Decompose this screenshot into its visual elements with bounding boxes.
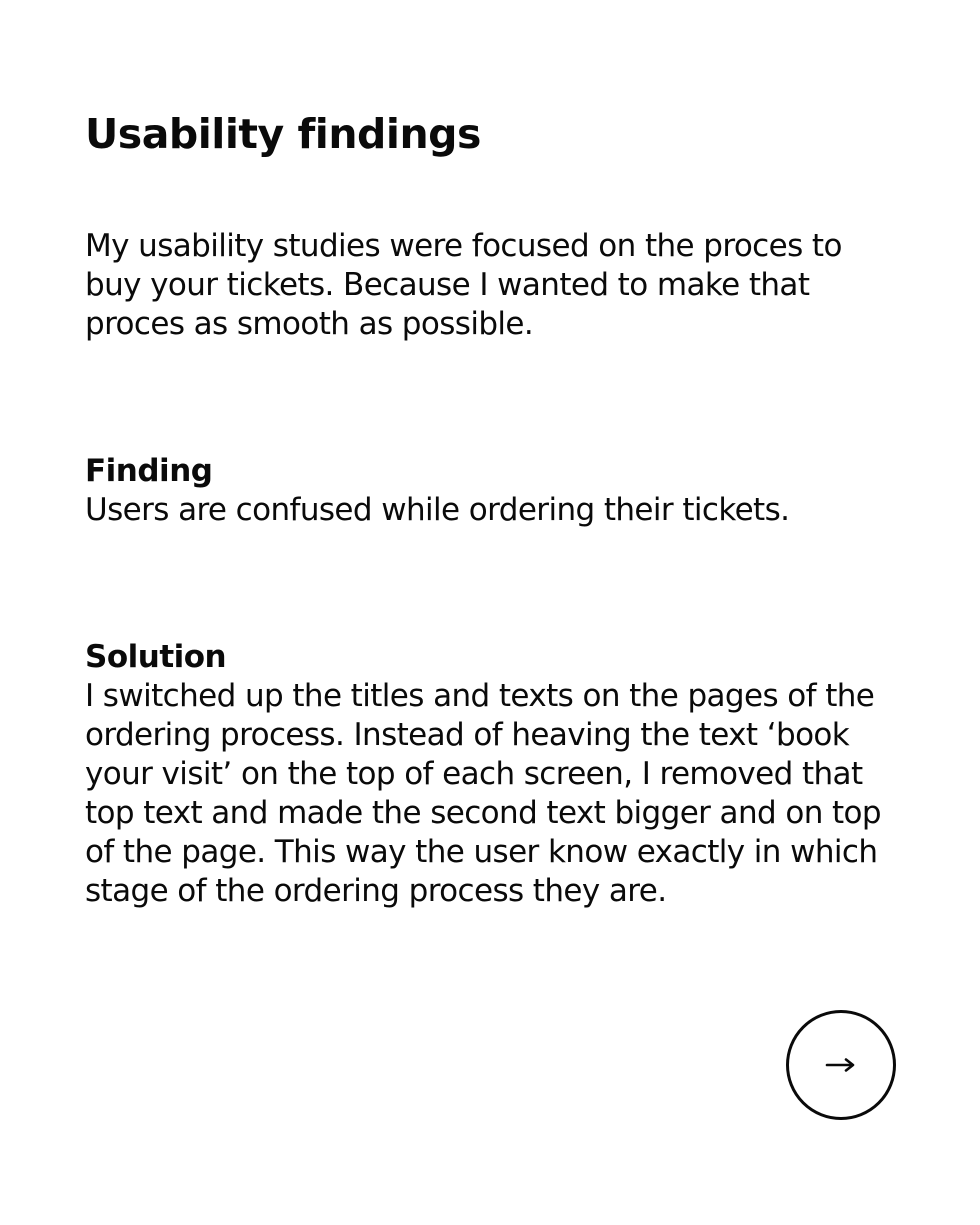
finding-text: Users are confused while ordering their tickets. xyxy=(85,492,790,528)
arrow-right-icon xyxy=(825,1057,857,1073)
finding-section xyxy=(85,452,885,530)
next-button[interactable] xyxy=(786,1010,896,1120)
solution-text: I switched up the titles and texts on the pages of the ordering process. Instead of heaving the text ‘book your visit’ on the top of each screen, I removed that top text and made the second text bigger and on top of the page. This way the user know exactly in which stage of the ordering process they are. xyxy=(85,678,882,909)
solution-section xyxy=(85,638,885,911)
intro-paragraph: My usability studies were focused on the proces to buy your tickets. Because I wanted to make that proces as smooth as possible. xyxy=(85,228,842,342)
finding-heading: Finding xyxy=(85,453,213,489)
solution-heading: Solution xyxy=(85,639,227,675)
page-title: Usability findings xyxy=(85,110,481,158)
